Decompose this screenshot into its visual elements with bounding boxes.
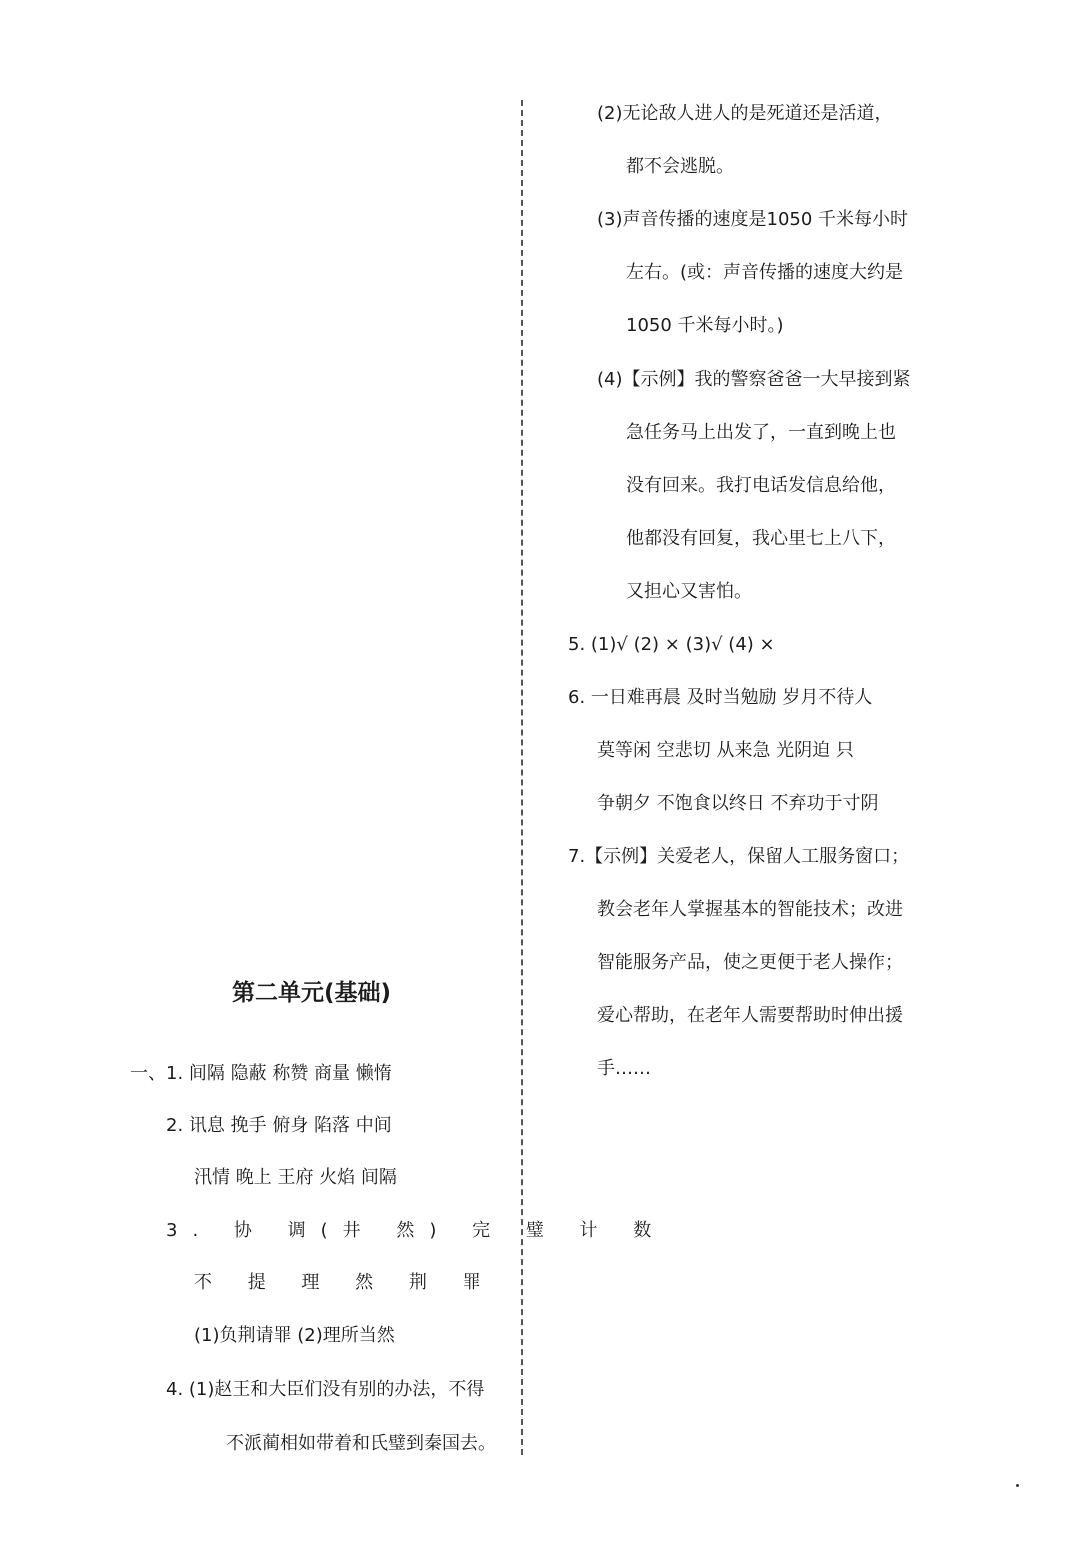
answer-line: (4)【示例】我的警察爸爸一大早接到紧 (597, 369, 911, 390)
column-divider (521, 100, 523, 1455)
answer-line: 5. (1)√ (2) × (3)√ (4) × (568, 634, 775, 655)
answer-line: (2)无论敌人进人的是死道还是活道， (597, 103, 893, 124)
answer-line: 莫等闲 空悲切 从来急 光阴迫 只 (597, 740, 854, 761)
answer-line: 都不会逃脱。 (626, 156, 734, 177)
answer-line: (3)声音传播的速度是1050 千米每小时 (597, 209, 909, 230)
answer-line: 7.【示例】关爱老人，保留人工服务窗口； (568, 846, 910, 867)
answer-line: (1)负荆请罪 (2)理所当然 (194, 1325, 395, 1346)
answer-line: 他都没有回复，我心里七上八下， (626, 528, 896, 549)
answer-line: 没有回来。我打电话发信息给他， (626, 475, 896, 496)
section-title: 第二单元(基础) (232, 980, 392, 1006)
answer-line: 4. (1)赵王和大臣们没有别的办法，不得 (166, 1379, 485, 1400)
answer-line: 不 提 理 然 荆 罪 (194, 1272, 496, 1293)
answer-line: 1050 千米每小时。) (626, 315, 784, 336)
answer-line: 手…… (597, 1058, 651, 1079)
answer-line: 智能服务产品，使之更便于老人操作； (597, 952, 903, 973)
answer-line: 不派蔺相如带着和氏璧到秦国去。 (226, 1433, 496, 1454)
answer-line: 2. 讯息 挽手 俯身 陷落 中间 (166, 1115, 392, 1136)
answer-line: 一、1. 间隔 隐蔽 称赞 商量 懒惰 (130, 1063, 392, 1084)
answer-line: 争朝夕 不饱食以终日 不弃功于寸阴 (597, 793, 879, 814)
answer-line: 又担心又害怕。 (626, 581, 752, 602)
scan-speck (1016, 1484, 1019, 1487)
answer-line: 左右。(或：声音传播的速度大约是 (626, 262, 904, 283)
answer-line: 急任务马上出发了，一直到晚上也 (626, 422, 896, 443)
answer-line: 教会老年人掌握基本的智能技术；改进 (597, 899, 903, 920)
answer-line: 爱心帮助，在老年人需要帮助时伸出援 (597, 1005, 903, 1026)
answer-line: 3. 协 调(井 然) 完 璧 计 数 (166, 1220, 667, 1241)
answer-line: 6. 一日难再晨 及时当勉励 岁月不待人 (568, 687, 873, 708)
answer-line: 汛情 晚上 王府 火焰 间隔 (194, 1167, 397, 1188)
